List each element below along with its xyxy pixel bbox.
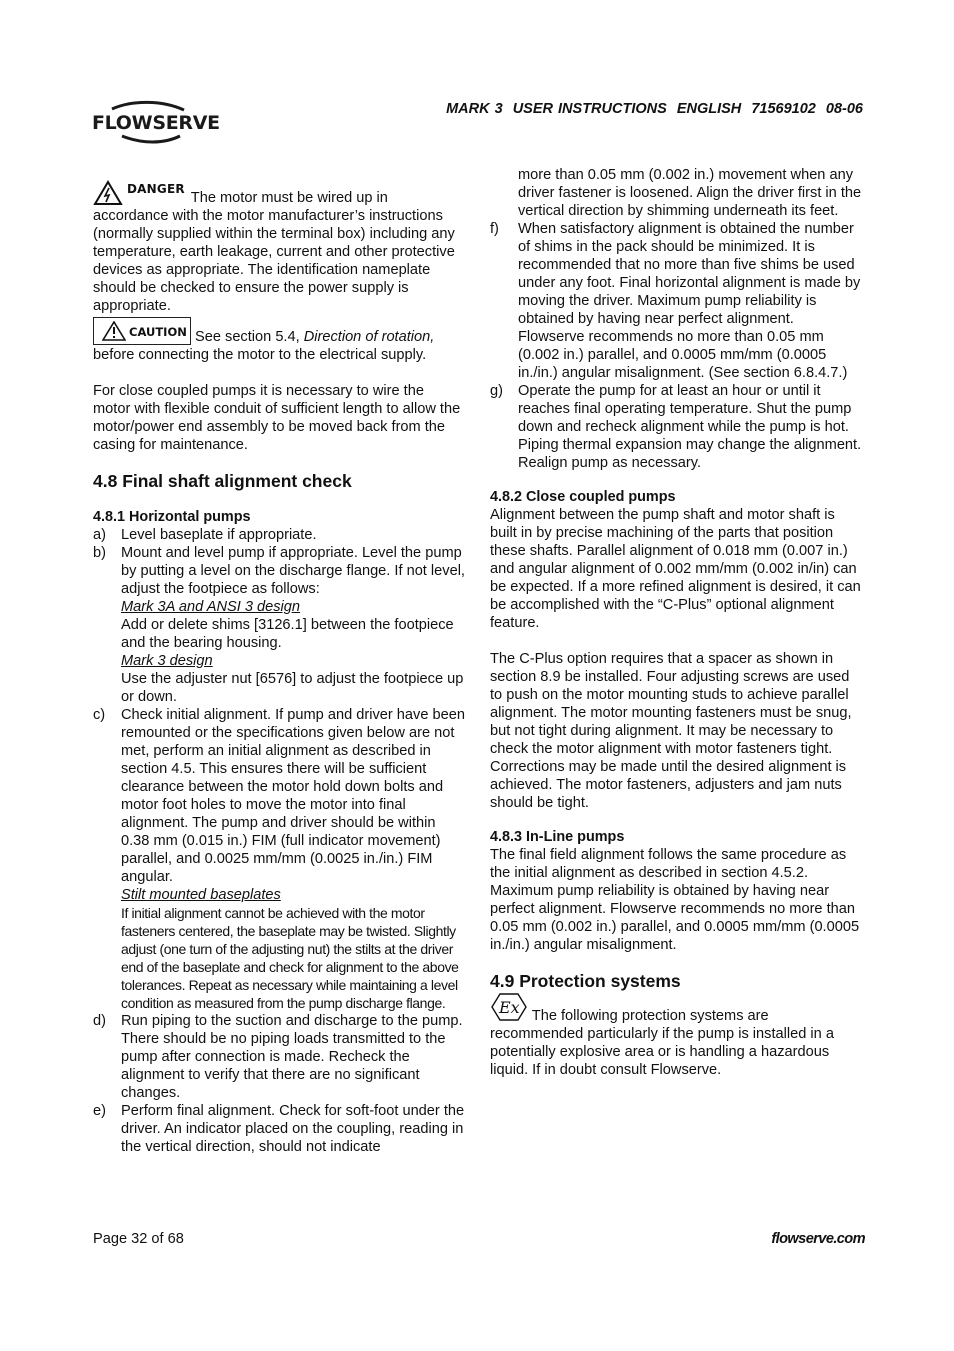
electrical-hazard-triangle-icon [93,180,123,206]
atex-notice [490,992,528,1022]
list-marker: g) [490,383,503,399]
svg-text:Ex: Ex [499,998,520,1017]
section-heading-4-9: 4.9 Protection systems [490,971,681,991]
sub-text-mark-3: Use the adjuster nut [6576] to adjust the footpiece up or down. [121,671,464,705]
danger-notice [93,180,187,206]
list-item-text: Mount and level pump if appropriate. Level the pump by putting a level on the discharge flange. If not level, adjust the footpiece as follows: [121,545,465,597]
list-item-e [93,1102,465,1156]
caution-text-italic: Direction of rotation, [303,329,435,345]
sub-heading-stilt: Stilt mounted baseplates [121,887,281,903]
section-heading-4-8: 4.8 Final shaft alignment check [93,471,352,491]
subsection-heading-4-8-1: 4.8.1 Horizontal pumps [93,509,251,525]
list-marker: d) [93,1013,106,1029]
warning-triangle-icon [102,321,126,341]
protection-text: The following protection systems are recommended particularly if the pump is installed in a potentially explosive area or is handling a hazardous liquid. If in doubt consult Flowserve. [490,1008,834,1078]
sub-heading-mark-3a: Mark 3A and ANSI 3 design [121,599,301,615]
list-marker: e) [93,1103,106,1119]
caution-paragraph [93,317,465,364]
caution-text-pre: See section 5.4, [195,329,304,345]
subsection-heading-4-8-2: 4.8.2 Close coupled pumps [490,489,676,505]
caution-notice [93,317,191,345]
list-marker: b) [93,545,106,561]
list-marker: f) [490,221,499,237]
footer-url: flowserve.com [771,1231,865,1247]
close-coupled-wiring-paragraph: For close coupled pumps it is necessary to wire the motor with flexible conduit of sufficient length to allow the motor/power end assembly to be moved back from the casing for maintenance. [93,383,461,453]
list-item-text: Perform final alignment. Check for soft-foot under the driver. An indicator placed on the coupling, reading in the vertical direction, should not indicate [121,1103,465,1155]
list-item-text: Level baseplate if appropriate. [121,527,317,543]
ex-hexagon-icon [490,992,528,1022]
list-item-c [93,706,465,1012]
danger-text: The motor must be wired up in accordance with the motor manufacturer’s instructions (normally supplied within the terminal box) including any temperature, earth leakage, current and other protective devices as appropriate. The identification nameplate should be checked to ensure the power supply is appropriate. [93,190,455,314]
list-marker: c) [93,707,106,723]
caution-label: CAUTION [129,325,187,339]
list-item-e-continued [490,166,864,220]
list-marker: a) [93,527,106,543]
danger-label: DANGER [127,182,185,196]
document-header-title: MARK 3 USER INSTRUCTIONS ENGLISH 71569102 08-06 [446,101,863,117]
sub-text-stilt: If initial alignment cannot be achieved with the motor fasteners centered, the baseplate may be twisted. Slightly adjust (one turn of the adjusting nut) the stilts at the driver end of the baseplate and check for alignment to the above tolerances. Repeat as necessary while maintaining a level condition as measured from the pump discharge flange. [121,905,459,1011]
left-column [93,180,465,1156]
list-item-f [490,220,864,382]
sub-heading-mark-3: Mark 3 design [121,653,213,669]
right-column [490,166,864,1079]
list-item-text: Check initial alignment. If pump and driver have been remounted or the specifications given below are not met, perform an initial alignment as described in section 4.5. This ensures there will be sufficient clearance between the motor hold down bolts and motor foot holes to move the motor into final alignment. The pump and driver should be within 0.38 mm (0.015 in.) FIM (full indicator movement) parallel, and 0.0025 mm/mm (0.0025 in./in.) FIM angular. [121,707,465,885]
subsection-heading-4-8-3: 4.8.3 In-Line pumps [490,829,625,845]
flowserve-logo [92,100,220,146]
list-item-a [93,526,465,544]
close-coupled-paragraph-1: Alignment between the pump shaft and motor shaft is built in by precise machining of the parts that position these shafts. Parallel alignment of 0.018 mm (0.007 in.) and angular alignment of 0.002 mm/mm (0.002 in/in) can be expected. If a more refined alignment is desired, it can be accomplished with the “C-Plus” optional alignment feature. [490,507,861,631]
logo-text: FLOWSERVE [92,112,220,134]
list-item-text: Operate the pump for at least an hour or until it reaches final operating temperature. Shut the pump down and recheck alignment while the pump is hot. Piping thermal expansion may change the alignment. Realign pump as necessary. [518,383,862,471]
list-item-text: When satisfactory alignment is obtained the number of shims in the pack should be minimized. It is recommended that no more than five shims be used under any foot. Final horizontal alignment is made by moving the driver. Maximum pump reliability is obtained by having near perfect alignment. Flowserve recommends no more than 0.05 mm (0.002 in.) parallel, and 0.0005 mm/mm (0.0005 in./in.) angular misalignment. (See section 6.8.4.7.) [518,221,861,381]
page-number: Page 32 of 68 [93,1231,184,1247]
list-item-text: more than 0.05 mm (0.002 in.) movement when any driver fastener is loosened. Align the driver first in the vertical direction by shimming underneath its feet. [518,167,862,219]
protection-paragraph [490,992,864,1079]
list-item-d [93,1012,465,1102]
inline-pumps-paragraph: The final field alignment follows the same procedure as the initial alignment as described in section 4.5.2. Maximum pump reliability is obtained by having near perfect alignment. Flowserve recommends no more than 0.05 mm (0.002 in.) parallel, and 0.0005 mm/mm (0.0005 in./in.) angular misalignment. [490,847,860,953]
list-item-text: Run piping to the suction and discharge to the pump. There should be no piping loads transmitted to the pump after connection is made. Recheck the alignment to verify that there are no significant changes. [121,1013,463,1101]
list-item-b [93,544,465,706]
list-item-g [490,382,864,472]
caution-text-post: before connecting the motor to the electrical supply. [93,347,427,363]
danger-paragraph [93,180,465,315]
sub-text-mark-3a: Add or delete shims [3126.1] between the footpiece and the bearing housing. [121,617,454,651]
close-coupled-paragraph-2: The C-Plus option requires that a spacer as shown in section 8.9 be installed. Four adjusting screws are used to push on the motor mounting studs to achieve parallel alignment. The motor mounting fasteners must be snug, but not tight during alignment. It may be necessary to check the motor alignment with motor fasteners tight. Corrections may be made until the desired alignment is achieved. The motor fasteners, adjusters and jam nuts should be tight. [490,651,852,811]
